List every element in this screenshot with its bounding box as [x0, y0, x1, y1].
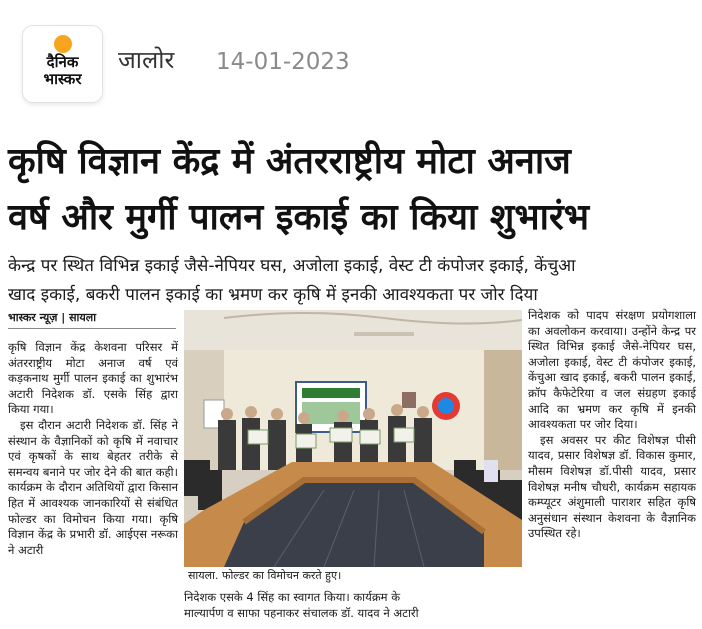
article-left-column — [8, 340, 178, 558]
dainik-bhaskar-logo[interactable] — [23, 26, 102, 102]
sun-icon — [54, 35, 72, 53]
article-right-column — [528, 308, 696, 542]
photo-caption: सायला. फोल्डर का विमोचन करते हुए। — [184, 567, 522, 585]
logo-word-bhaskar: भास्कर — [43, 70, 82, 88]
continuation-line-1: निदेशक एसके 4 सिंह का स्वागत किया। कार्यक्रम के — [184, 590, 401, 604]
paragraph: कृषि विज्ञान केंद्र केशवना परिसर में अंतरराष्ट्रीय मोटा अनाज वर्ष एवं कड़कनाथ मुर्गी पालन इकाई का शुभारंभ अटारी निदेशक डॉ. एसके सिंह द्वारा किया गया। — [8, 340, 178, 417]
deck-line-2: खाद इकाई, बकरी पालन इकाई का भ्रमण कर कृषि में इनकी आवश्यकता पर जोर दिया — [8, 285, 538, 305]
continuation-line-2: माल्यार्पण व साफा पहनाकर संचालक डॉ. यादव ने अटारी — [184, 606, 419, 620]
headline-line-1: कृषि विज्ञान केंद्र में अंतरराष्ट्रीय मोटा अनाज — [8, 141, 571, 182]
paragraph: निदेशक को पादप संरक्षण प्रयोगशाला का अवलोकन करवाया। उन्होंने केन्द्र पर स्थित विभिन्न इकाई जैसे-नेपियर घस, अजोला इकाई, वेस्ट टी कंपोजर इकाई, केंचुआ खाद इकाई, बकरी पालन इकाई, क्रॉप कैफेटेरिया व जल संग्रहण इकाई आदि का भ्रमण कर कृषि में इनकी आवश्यकता पर जोर दिया। — [528, 308, 696, 432]
logo-word-dainik: दैनिक — [46, 53, 79, 71]
edition-date: 14-01-2023 — [216, 49, 350, 75]
edition-city: जालोर — [118, 46, 175, 74]
paragraph: इस दौरान अटारी निदेशक डॉ. सिंह ने संस्थान के वैज्ञानिकों को कृषि में नवाचार एवं कृषकों के साथ बेहतर तरीके से समन्वय बनाने पर जोर देने की बात कही। कार्यक्रम के दौरान अतिथियों द्वारा किसान हित में आवश्यक जानकारियों से संबंधित फोल्डर का विमोचन किया गया। कृषि विज्ञान केंद्र के प्रभारी डॉ. आईएस नरूका ने अटारी — [8, 417, 178, 557]
deck-line-1: केन्द्र पर स्थित विभिन्न इकाई जैसे-नेपियर घस, अजोला इकाई, वेस्ट टी कंपोजर इकाई, केंचुआ — [8, 256, 576, 276]
paragraph: इस अवसर पर कीट विशेषज्ञ पीसी यादव, प्रसार विशेषज्ञ डॉ. विकास कुमार, मौसम विशेषज्ञ डॉ.पीसी यादव, प्रसार विशेषज्ञ मनीष चौधरी, कार्यक्रम सहायक कम्प्यूटर अंशुमाली पाराशर सहित कृषि अनुसंधान संस्थान केशवना के वैज्ञानिक उपस्थित रहे। — [528, 432, 696, 541]
headline-line-2: वर्ष और मुर्गी पालन इकाई का किया शुभारंभ — [8, 197, 590, 238]
byline: भास्कर न्यूज़ | सायला — [8, 310, 176, 329]
event-photo — [184, 310, 522, 567]
